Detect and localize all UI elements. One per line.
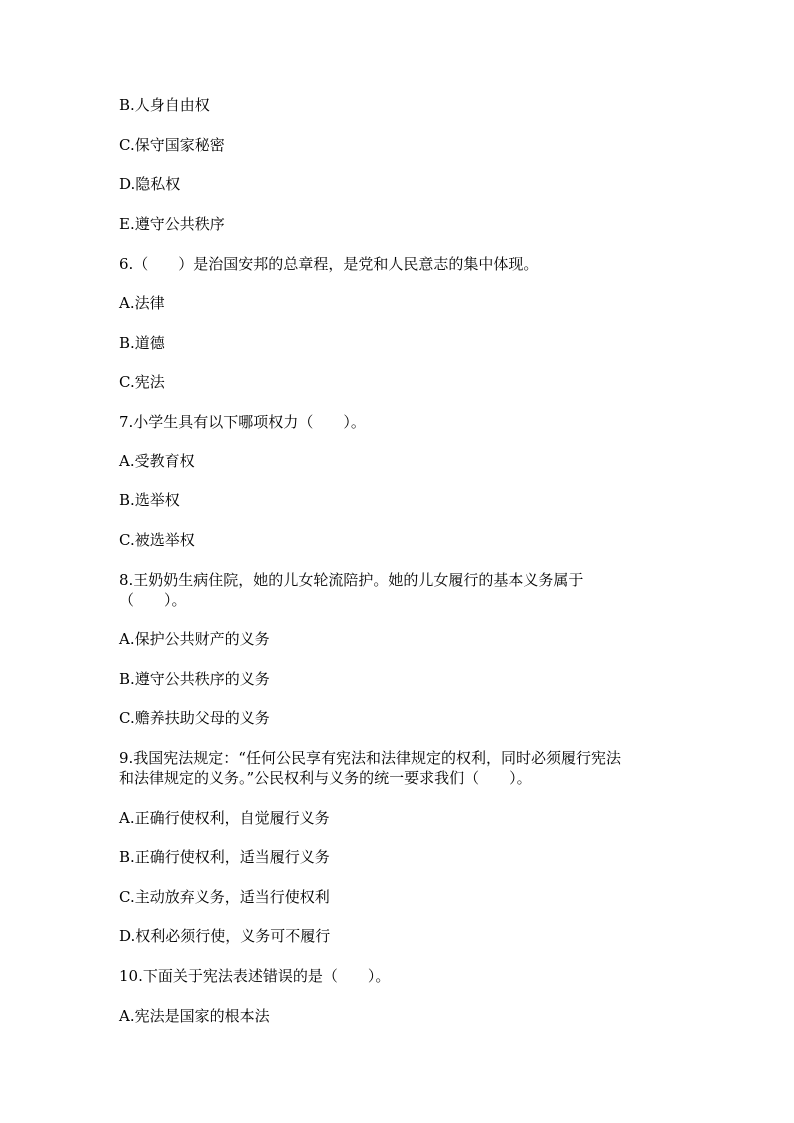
option-6a: A.法律 (119, 294, 165, 312)
option-8c: C.赡养扶助父母的义务 (119, 709, 270, 727)
option-5e: E.遵守公共秩序 (119, 215, 225, 233)
question-8-line-2: （ ）。 (119, 591, 187, 609)
question-9-line-2: 和法律规定的义务。”公民权利与义务的统一要求我们（ ）。 (119, 769, 532, 787)
option-8b: B.遵守公共秩序的义务 (119, 670, 270, 688)
question-10: 10.下面关于宪法表述错误的是（ ）。 (119, 967, 391, 985)
option-9b: B.正确行使权利，适当履行义务 (119, 848, 330, 866)
question-6: 6.（ ）是治国安邦的总章程，是党和人民意志的集中体现。 (119, 255, 539, 273)
option-9d: D.权利必须行使，义务可不履行 (119, 927, 331, 945)
option-5d: D.隐私权 (119, 175, 181, 193)
option-7c: C.被选举权 (119, 531, 195, 549)
question-8-line-1: 8.王奶奶生病住院，她的儿女轮流陪护。她的儿女履行的基本义务属于 (119, 571, 584, 589)
option-5b: B.人身自由权 (119, 96, 210, 114)
question-9-line-1: 9.我国宪法规定：“任何公民享有宪法和法律规定的权利，同时必须履行宪法 (119, 749, 621, 767)
option-10a: A.宪法是国家的根本法 (119, 1007, 270, 1025)
option-9c: C.主动放弃义务，适当行使权利 (119, 888, 330, 906)
option-8a: A.保护公共财产的义务 (119, 630, 270, 648)
option-6b: B.道德 (119, 334, 165, 352)
option-5c: C.保守国家秘密 (119, 136, 225, 154)
question-7: 7.小学生具有以下哪项权力（ ）。 (119, 413, 366, 431)
option-7a: A.受教育权 (119, 452, 195, 470)
option-6c: C.宪法 (119, 373, 165, 391)
option-7b: B.选举权 (119, 491, 180, 509)
option-9a: A.正确行使权利，自觉履行义务 (119, 809, 330, 827)
